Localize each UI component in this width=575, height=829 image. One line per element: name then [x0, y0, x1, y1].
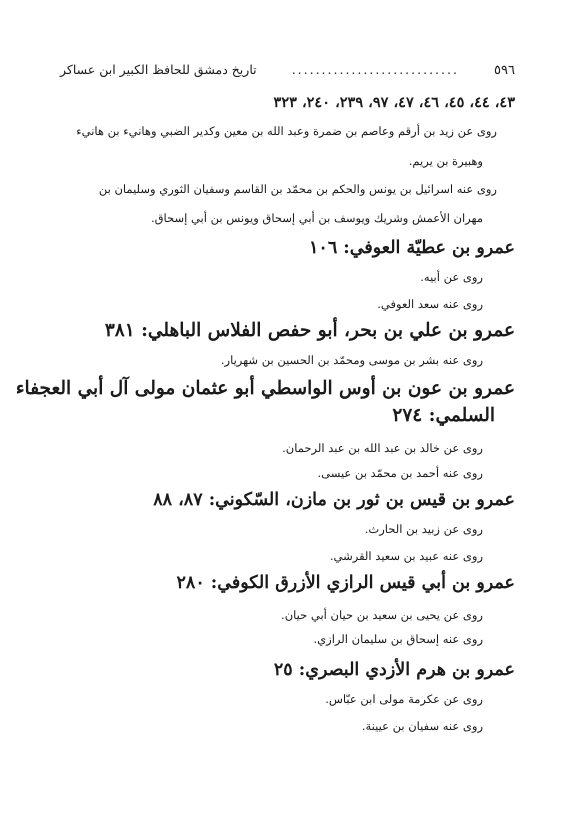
narration-line: روى عنه سفيان بن عيينة. — [361, 719, 483, 733]
page-references: ٤٣، ٤٤، ٤٥، ٤٦، ٤٧، ٩٧، ٢٣٩، ٢٤٠، ٣٢٣ — [273, 94, 515, 111]
entry-heading-continued: السلمي: ٢٧٤ — [392, 405, 495, 426]
entry-heading: عمرو بن علي بن بحر، أبو حفص الفلاس الباهلي: ٣٨١ — [104, 320, 515, 341]
narration-line: روى عنه اسرائيل بن يونس والحكم بن محمّد بن القاسم وسفيان الثوري وسليمان بن — [98, 182, 497, 196]
narration-line: وهبيرة بن يريم. — [408, 154, 483, 168]
running-header — [60, 62, 515, 82]
entry-heading: عمرو بن أبي قيس الرازي الأزرق الكوفي: ٢٨٠ — [176, 573, 515, 593]
narration-line: مهران الأعمش وشريك ويوسف بن أبي إسحاق ويونس بن أبي إسحاق. — [150, 211, 483, 225]
narration-line: روى عن زبيد بن الحارث. — [364, 522, 483, 536]
narration-line: روى عنه بشر بن موسى ومحمّد بن الحسين بن شهريار. — [220, 353, 483, 367]
narration-line: روى عن عكرمة مولى ابن عبّاس. — [325, 692, 483, 706]
entry-heading: عمرو بن هرم الأزدي البصري: ٢٥ — [273, 660, 515, 680]
narration-line: روى عنه سعد العوفي. — [377, 297, 483, 311]
narration-line: روى عن خالد بن عبد الله بن عبد الرحمان. — [282, 441, 483, 455]
narration-line: روى عن أبيه. — [420, 270, 483, 284]
narration-line: روى عنه أحمد بن محمّد بن عيسى. — [317, 466, 483, 480]
entry-heading: عمرو بن قيس بن ثور بن مازن، السّكوني: ٨٧، ٨٨ — [153, 490, 515, 510]
narration-line: روى عن زيد بن أرقم وعاصم بن ضمرة وعبد الله بن معين وكدير الضبي وهانيء بن هانيء — [76, 124, 497, 138]
narration-line: روى عن يحيى بن سعيد بن حيان أبي حيان. — [281, 608, 483, 622]
page-number: ٥٩٦ — [494, 63, 515, 78]
book-title: تاريخ دمشق للحافظ الكبير ابن عساكر — [60, 62, 257, 77]
entry-heading: عمرو بن عطيّة العوفي: ١٠٦ — [309, 238, 515, 258]
narration-line: روى عنه عبيد بن سعيد القرشي. — [329, 549, 483, 563]
leader-dots: ............................ — [291, 62, 459, 77]
narration-line: روى عنه إسحاق بن سليمان الرازي. — [313, 632, 483, 646]
entry-heading: عمرو بن عون بن أوس الواسطي أبو عثمان مولى آل أبي العجفاء — [15, 378, 515, 399]
